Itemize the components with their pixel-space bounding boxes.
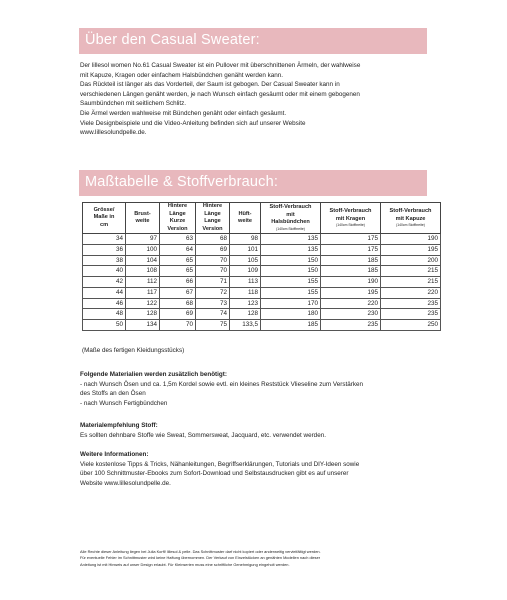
table-row (83, 234, 441, 245)
column-header (261, 203, 321, 234)
table-cell: 133,5 (230, 320, 261, 331)
table-cell: 135 (261, 234, 321, 245)
table-cell: 36 (83, 245, 126, 256)
table-cell: 48 (83, 309, 126, 320)
table-cell: 150 (261, 255, 321, 266)
table-cell: 128 (230, 309, 261, 320)
column-header-line: Stoff-Verbrauch (329, 208, 372, 215)
column-header (230, 203, 261, 234)
table-row (83, 320, 441, 331)
table-cell: 200 (381, 255, 441, 266)
column-header-line: mit Kragen (335, 215, 366, 222)
table-cell: 170 (261, 298, 321, 309)
table-row (83, 277, 441, 288)
column-header-line: Version (202, 225, 223, 232)
intro-line: www.lillesolundpelle.de. (80, 129, 147, 137)
table-cell: 185 (321, 255, 381, 266)
info-line: Viele kostenlose Tipps & Tricks, Nähanleitungen, Begriffserklärungen, Tutorials und DIY-Ideen sowie (80, 460, 360, 468)
table-cell: 113 (230, 277, 261, 288)
table-cell: 67 (160, 287, 196, 298)
column-header-subnote: (140cm Stoffbreite) (336, 223, 365, 228)
materials-line: des Stoffs an den Ösen (80, 390, 146, 398)
intro-line: mit Kapuze, Kragen oder einfachem Halsbündchen genäht werden kann. (80, 71, 284, 79)
footer-line: Anleitung ist mit Hinweis auf unser Design erlaubt. Für Kleinserien muss eine schriftliche Genehmigung eingeholt werden. (80, 561, 290, 567)
table-cell: 117 (126, 287, 160, 298)
table-cell: 74 (196, 309, 230, 320)
table-row (83, 298, 441, 309)
table-cell: 250 (381, 320, 441, 331)
table-cell: 150 (261, 266, 321, 277)
column-header-line: Hintere (202, 203, 223, 209)
table-cell: 34 (83, 234, 126, 245)
table-cell: 70 (196, 255, 230, 266)
intro-line: Die Ärmel werden wahlweise mit Bündchen genäht oder einfach gesäumt. (80, 109, 287, 117)
table-cell: 50 (83, 320, 126, 331)
intro-line: Viele Designbeispiele und die Video-Anleitung befinden sich auf unserer Website (80, 119, 306, 127)
table-cell: 220 (321, 298, 381, 309)
table-cell: 98 (230, 234, 261, 245)
column-header (381, 203, 441, 234)
table-cell: 185 (261, 320, 321, 331)
table-row (83, 266, 441, 277)
column-header-line: Länge (204, 210, 221, 217)
table-row (83, 309, 441, 320)
table-cell: 122 (126, 298, 160, 309)
fabric-heading: Materialempfehlung Stoff: (80, 422, 158, 429)
table-cell: 42 (83, 277, 126, 288)
table-header-row (83, 203, 441, 234)
table-cell: 64 (160, 245, 196, 256)
column-header-line: Hüft- (238, 210, 252, 217)
table-cell: 108 (126, 266, 160, 277)
intro-line: verschiedenen Längen genäht werden, je nach Wunsch einfach gesäumt oder mit einem gebogenen (80, 90, 360, 98)
table-cell: 112 (126, 277, 160, 288)
table-cell: 215 (381, 266, 441, 277)
table-cell: 68 (196, 234, 230, 245)
column-header-subnote: (140cm Stoffbreite) (396, 223, 425, 228)
table-cell: 220 (381, 287, 441, 298)
table-cell: 175 (321, 234, 381, 245)
table-cell: 235 (381, 309, 441, 320)
table-cell: 230 (321, 309, 381, 320)
column-header (126, 203, 160, 234)
column-header-line: mit Kapuze (395, 215, 426, 222)
table-cell: 63 (160, 234, 196, 245)
table-row (83, 245, 441, 256)
table-cell: 66 (160, 277, 196, 288)
column-header-line: Lange (204, 218, 221, 225)
table-cell: 75 (196, 320, 230, 331)
column-header-line: cm (99, 221, 109, 228)
column-header-line: Version (167, 225, 188, 232)
table-cell: 180 (261, 309, 321, 320)
fabric-section (80, 421, 450, 440)
info-line: Website www.lillesolundpelle.de. (80, 479, 171, 487)
table-note: (Maße des fertigen Kleidungsstücks) (82, 347, 185, 354)
table-cell: 70 (196, 266, 230, 277)
table-body (83, 234, 441, 330)
table-cell: 123 (230, 298, 261, 309)
table-cell: 70 (160, 320, 196, 331)
table-cell: 235 (381, 298, 441, 309)
table-cell: 68 (160, 298, 196, 309)
info-line: über 100 Schnittmuster-Ebooks zum Sofort-Download und Selbstausdrucken gibt es auf unserer (80, 470, 349, 478)
table-cell: 128 (126, 309, 160, 320)
column-header-line: Stoff-Verbrauch (389, 208, 432, 215)
table-cell: 195 (381, 245, 441, 256)
column-header-line: weite (238, 218, 252, 225)
column-header-line: Kurze (169, 218, 186, 225)
materials-section (80, 370, 450, 408)
table-cell: 155 (261, 287, 321, 298)
size-table (82, 202, 441, 331)
table-cell: 104 (126, 255, 160, 266)
column-header-line: Brust- (134, 210, 151, 217)
table-cell: 97 (126, 234, 160, 245)
table-row (83, 255, 441, 266)
footer-line: Für eventuelle Fehler im Schnittmuster wird keine Haftung übernommen. Der Verkauf von Einzelstücken an genähten Modellen nach dieser (80, 555, 321, 561)
column-header (83, 203, 126, 234)
intro-text (80, 61, 440, 138)
column-header-line: Maße in (93, 214, 115, 221)
intro-line: Saumbündchen mit seitlichem Schlitz. (80, 100, 187, 108)
intro-line: Der lillesol women No.61 Casual Sweater ist ein Pullover mit überschnittenen Ärmeln, der wahlweise (80, 62, 361, 69)
table-cell: 46 (83, 298, 126, 309)
table-cell: 73 (196, 298, 230, 309)
table-cell: 71 (196, 277, 230, 288)
column-header (160, 203, 196, 234)
table-cell: 69 (196, 245, 230, 256)
table-cell: 101 (230, 245, 261, 256)
section-banner-size-table (79, 170, 427, 196)
table-cell: 215 (381, 277, 441, 288)
materials-heading: Folgende Materialien werden zusätzlich benötigt: (80, 371, 227, 378)
table-cell: 185 (321, 266, 381, 277)
table-cell: 155 (261, 277, 321, 288)
copyright-footer (80, 549, 440, 568)
table-cell: 109 (230, 266, 261, 277)
column-header-line: Hintere (167, 203, 188, 209)
column-header-line: Stoff-Verbrauch (269, 204, 312, 211)
table-cell: 175 (321, 245, 381, 256)
column-header-subnote: (140cm Stoffbreite) (276, 227, 305, 232)
materials-line: - nach Wunsch Fertigbündchen (80, 399, 168, 407)
column-header-line: mit (286, 211, 295, 218)
column-header (196, 203, 230, 234)
section-title-about: Über den Casual Sweater: (85, 32, 260, 48)
table-cell: 65 (160, 266, 196, 277)
column-header (321, 203, 381, 234)
table-cell: 235 (321, 320, 381, 331)
table-cell: 190 (381, 234, 441, 245)
column-header-line: weite (135, 218, 150, 225)
column-header-line: Grösse/ (93, 206, 115, 213)
table-row (83, 287, 441, 298)
info-section (80, 450, 450, 488)
section-banner-about (79, 28, 427, 54)
materials-line: - nach Wunsch Ösen und ca. 1,5m Kordel sowie evtl. ein kleines Reststück Vlieseline zum Verstärken (80, 380, 364, 388)
info-heading: Weitere Informationen: (80, 451, 149, 458)
table-cell: 135 (261, 245, 321, 256)
table-cell: 105 (230, 255, 261, 266)
table-cell: 72 (196, 287, 230, 298)
table-cell: 40 (83, 266, 126, 277)
table-cell: 65 (160, 255, 196, 266)
footer-line: Alle Rechte dieser Anleitung liegen bei Julia Korff/ lillesol & pelle. Das Schnittmuster darf nicht kopiert oder anderweitig vervielfältigt werden. (80, 549, 321, 554)
table-cell: 69 (160, 309, 196, 320)
table-cell: 38 (83, 255, 126, 266)
table-cell: 100 (126, 245, 160, 256)
column-header-line: Halsbündchen (271, 219, 310, 226)
column-header-line: Länge (169, 210, 186, 217)
section-title-size-table: Maßtabelle & Stoffverbrauch: (85, 174, 279, 190)
table-cell: 118 (230, 287, 261, 298)
intro-line: Das Rückteil ist länger als das Vorderteil, der Saum ist gebogen. Der Casual Sweater kann in (80, 81, 340, 89)
fabric-line: Es sollten dehnbare Stoffe wie Sweat, Sommersweat, Jacquard, etc. verwendet werden. (80, 431, 326, 439)
table-cell: 134 (126, 320, 160, 331)
table-cell: 44 (83, 287, 126, 298)
table-cell: 190 (321, 277, 381, 288)
table-cell: 195 (321, 287, 381, 298)
